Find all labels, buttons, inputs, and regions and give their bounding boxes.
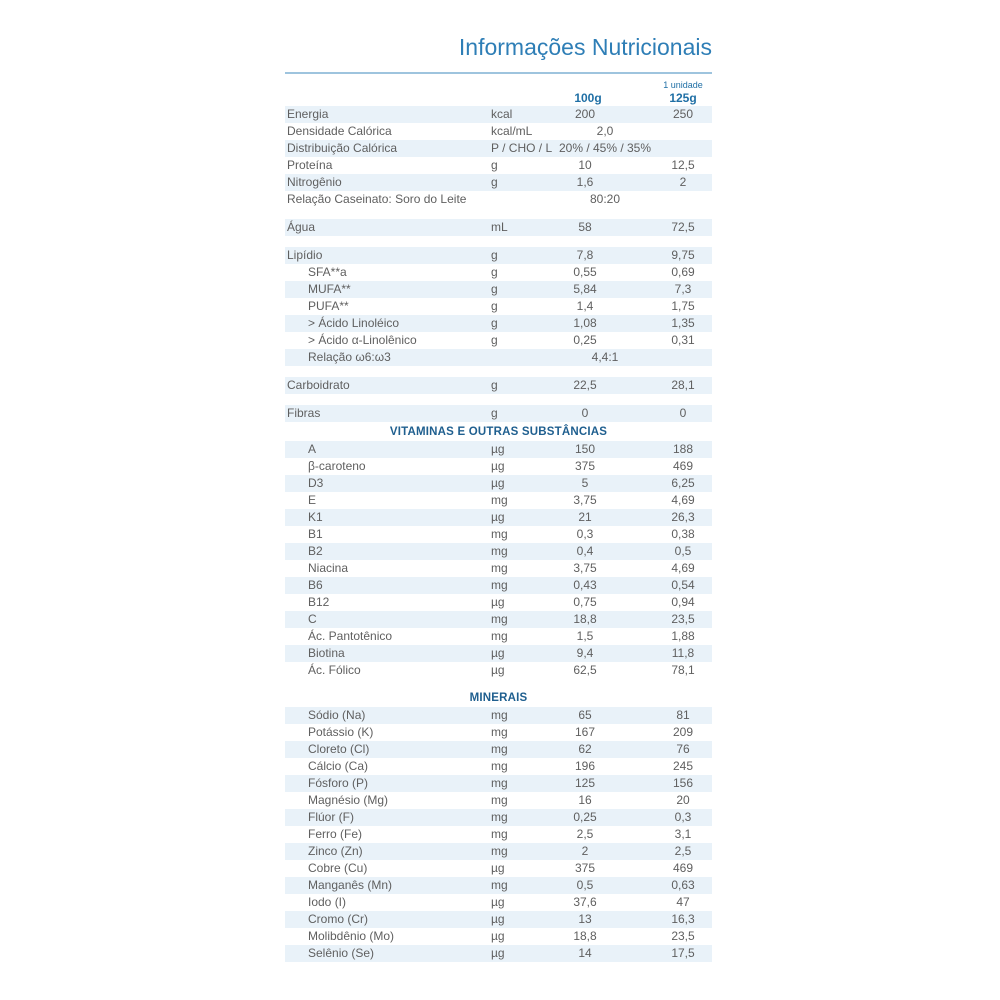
row-unit: mg [491, 793, 508, 807]
row-value-125g: 0,31 [671, 333, 695, 347]
row-unit: mg [491, 612, 508, 626]
row-label: Fibras [287, 406, 321, 420]
row-value-125g: 0,5 [674, 544, 692, 558]
row-unit: mg [491, 629, 508, 643]
row-value-100g: 150 [574, 442, 596, 456]
row-label: Proteína [287, 158, 333, 172]
row-unit: µg [491, 929, 505, 943]
row-value-both: 20% / 45% / 35% [558, 141, 652, 155]
table-row [285, 877, 712, 894]
row-label: Densidade Calórica [287, 124, 392, 138]
table-row [285, 911, 712, 928]
row-label: Ác. Pantotênico [308, 629, 393, 643]
table-row [285, 191, 712, 208]
row-value-100g: 7,8 [576, 248, 594, 262]
row-value-125g: 0,38 [671, 527, 695, 541]
row-unit: mg [491, 844, 508, 858]
row-unit: mg [491, 878, 508, 892]
row-value-125g: 72,5 [671, 220, 695, 234]
row-label: Relação ω6:ω3 [308, 350, 391, 364]
row-unit: µg [491, 861, 505, 875]
section-heading-vitamins: VITAMINAS E OUTRAS SUBSTÂNCIAS [389, 426, 608, 438]
row-value-125g: 17,5 [671, 946, 695, 960]
row-label: Iodo (I) [308, 895, 347, 909]
row-value-125g: 1,88 [671, 629, 695, 643]
row-unit: µg [491, 595, 505, 609]
row-value-both: 2,0 [596, 124, 614, 138]
row-value-125g: 23,5 [671, 929, 695, 943]
row-value-125g: 469 [672, 861, 694, 875]
row-label: Potássio (K) [308, 725, 374, 739]
table-row [285, 594, 712, 611]
row-unit: mg [491, 742, 508, 756]
row-value-100g: 37,6 [573, 895, 597, 909]
table-row [285, 405, 712, 422]
page-title: Informações Nutricionais [458, 34, 712, 60]
row-value-100g: 0,43 [573, 578, 597, 592]
row-value-125g: 81 [676, 708, 690, 722]
row-unit: g [491, 282, 498, 296]
table-row [285, 826, 712, 843]
row-unit: g [491, 248, 498, 262]
row-label: Magnésio (Mg) [308, 793, 389, 807]
row-label: B12 [308, 595, 330, 609]
table-row [285, 707, 712, 724]
row-label: A [308, 442, 317, 456]
row-unit: g [491, 406, 498, 420]
row-value-125g: 7,3 [674, 282, 692, 296]
table-row [285, 645, 712, 662]
row-value-125g: 245 [672, 759, 694, 773]
row-value-100g: 1,4 [576, 299, 594, 313]
row-unit: mg [491, 578, 508, 592]
row-unit: µg [491, 510, 505, 524]
row-value-100g: 14 [578, 946, 592, 960]
row-unit: mg [491, 810, 508, 824]
row-label: Fósforo (P) [308, 776, 369, 790]
row-value-125g: 9,75 [671, 248, 695, 262]
column-header-125g: 125g [669, 91, 697, 105]
row-label: Manganês (Mn) [308, 878, 393, 892]
table-row [285, 741, 712, 758]
table-row [285, 106, 712, 123]
row-value-125g: 23,5 [671, 612, 695, 626]
row-label: Água [287, 220, 316, 234]
row-value-125g: 0,69 [671, 265, 695, 279]
row-value-100g: 0,75 [573, 595, 597, 609]
row-label: β-caroteno [308, 459, 366, 473]
table-row [285, 475, 712, 492]
row-value-100g: 0,5 [576, 878, 594, 892]
row-unit: g [491, 316, 498, 330]
row-value-100g: 18,8 [573, 929, 597, 943]
row-unit: µg [491, 895, 505, 909]
row-value-125g: 0,94 [671, 595, 695, 609]
row-unit: µg [491, 646, 505, 660]
row-value-125g: 0,3 [674, 810, 692, 824]
row-value-100g: 3,75 [573, 561, 597, 575]
row-label: Flúor (F) [308, 810, 354, 824]
row-label: Ferro (Fe) [308, 827, 362, 841]
row-unit: g [491, 175, 498, 189]
row-value-100g: 0 [581, 406, 589, 420]
row-value-100g: 65 [578, 708, 592, 722]
row-unit: µg [491, 663, 505, 677]
row-value-100g: 0,4 [576, 544, 594, 558]
row-unit: mg [491, 759, 508, 773]
row-value-100g: 10 [578, 158, 592, 172]
row-value-100g: 1,08 [573, 316, 597, 330]
row-value-125g: 47 [676, 895, 690, 909]
row-label: > Ácido Linoléico [308, 316, 400, 330]
row-value-125g: 1,35 [671, 316, 695, 330]
row-unit: kcal [491, 107, 513, 121]
row-label: B6 [308, 578, 323, 592]
row-value-125g: 156 [672, 776, 694, 790]
row-label: Energia [287, 107, 329, 121]
row-value-100g: 9,4 [576, 646, 594, 660]
row-unit: µg [491, 459, 505, 473]
table-row [285, 298, 712, 315]
row-unit: mg [491, 725, 508, 739]
row-value-100g: 13 [578, 912, 592, 926]
row-label: K1 [308, 510, 323, 524]
row-label: Cálcio (Ca) [308, 759, 369, 773]
row-value-100g: 375 [574, 861, 596, 875]
row-unit: mL [491, 220, 508, 234]
table-row [285, 611, 712, 628]
table-row [285, 724, 712, 741]
table-row [285, 140, 712, 157]
row-value-100g: 5 [581, 476, 589, 490]
row-value-100g: 58 [578, 220, 592, 234]
row-label: Zinco (Zn) [308, 844, 363, 858]
row-value-100g: 18,8 [573, 612, 597, 626]
row-unit: g [491, 158, 498, 172]
row-value-100g: 1,6 [576, 175, 594, 189]
row-value-100g: 2 [581, 844, 589, 858]
row-value-125g: 16,3 [671, 912, 695, 926]
row-unit: kcal/mL [491, 124, 533, 138]
table-row [285, 526, 712, 543]
row-value-125g: 20 [676, 793, 690, 807]
row-value-125g: 28,1 [671, 378, 695, 392]
table-row [285, 458, 712, 475]
table-row [285, 492, 712, 509]
column-header-100g: 100g [574, 91, 602, 105]
row-label: Relação Caseinato: Soro do Leite [287, 192, 467, 206]
table-row [285, 377, 712, 394]
table-row [285, 843, 712, 860]
row-value-both: 80:20 [589, 192, 621, 206]
table-row [285, 928, 712, 945]
row-value-125g: 0,63 [671, 878, 695, 892]
row-value-125g: 3,1 [674, 827, 692, 841]
row-unit: P / CHO / L [491, 141, 553, 155]
row-value-both: 4,4:1 [591, 350, 619, 364]
row-label: Lipídio [287, 248, 323, 262]
title-divider [285, 72, 712, 74]
row-label: > Ácido α-Linolênico [308, 333, 417, 347]
table-row [285, 349, 712, 366]
row-unit: g [491, 299, 498, 313]
row-value-100g: 167 [574, 725, 596, 739]
row-value-125g: 4,69 [671, 561, 695, 575]
row-value-125g: 11,8 [671, 646, 695, 660]
row-unit: g [491, 378, 498, 392]
table-row [285, 860, 712, 877]
row-unit: mg [491, 544, 508, 558]
row-label: D3 [308, 476, 324, 490]
row-unit: µg [491, 442, 505, 456]
row-value-100g: 0,55 [573, 265, 597, 279]
row-value-100g: 3,75 [573, 493, 597, 507]
table-row [285, 123, 712, 140]
row-label: Niacina [308, 561, 349, 575]
row-value-100g: 62 [578, 742, 592, 756]
table-row [285, 560, 712, 577]
row-value-100g: 21 [578, 510, 592, 524]
section-heading-minerals: MINERAIS [469, 692, 528, 704]
row-value-100g: 22,5 [573, 378, 597, 392]
table-row [285, 775, 712, 792]
row-value-125g: 188 [672, 442, 694, 456]
row-value-100g: 5,84 [573, 282, 597, 296]
table-row [285, 809, 712, 826]
row-value-125g: 469 [672, 459, 694, 473]
row-value-125g: 250 [672, 107, 694, 121]
row-value-125g: 1,75 [671, 299, 695, 313]
row-label: B1 [308, 527, 323, 541]
row-label: Selênio (Se) [308, 946, 375, 960]
row-label: Distribuição Calórica [287, 141, 398, 155]
row-label: PUFA** [308, 299, 349, 313]
row-value-125g: 76 [676, 742, 690, 756]
row-value-100g: 16 [578, 793, 592, 807]
row-value-100g: 125 [574, 776, 596, 790]
row-unit: mg [491, 527, 508, 541]
table-row [285, 945, 712, 962]
row-value-125g: 4,69 [671, 493, 695, 507]
table-row [285, 219, 712, 236]
table-row [285, 662, 712, 679]
row-label: Ác. Fólico [308, 663, 361, 677]
row-label: Cobre (Cu) [308, 861, 368, 875]
row-unit: µg [491, 912, 505, 926]
row-unit: mg [491, 561, 508, 575]
row-label: Biotina [308, 646, 345, 660]
row-unit: mg [491, 493, 508, 507]
row-value-100g: 62,5 [573, 663, 597, 677]
row-value-125g: 0,54 [671, 578, 695, 592]
row-label: B2 [308, 544, 323, 558]
row-label: E [308, 493, 317, 507]
row-label: Cromo (Cr) [308, 912, 368, 926]
table-row [285, 315, 712, 332]
row-value-100g: 196 [574, 759, 596, 773]
table-row [285, 894, 712, 911]
row-value-125g: 2 [679, 175, 687, 189]
column-header-unit-note: 1 unidade [663, 80, 703, 90]
row-unit: g [491, 265, 498, 279]
row-label: C [308, 612, 317, 626]
table-row [285, 174, 712, 191]
row-value-125g: 12,5 [671, 158, 695, 172]
row-value-125g: 26,3 [671, 510, 695, 524]
table-row [285, 509, 712, 526]
table-row [285, 264, 712, 281]
row-value-125g: 2,5 [674, 844, 692, 858]
row-unit: mg [491, 776, 508, 790]
row-label: Molibdênio (Mo) [308, 929, 395, 943]
table-row [285, 577, 712, 594]
table-row [285, 792, 712, 809]
row-value-125g: 209 [672, 725, 694, 739]
row-unit: g [491, 333, 498, 347]
table-row [285, 758, 712, 775]
row-label: Nitrogênio [287, 175, 342, 189]
row-value-100g: 1,5 [576, 629, 594, 643]
row-value-125g: 6,25 [671, 476, 695, 490]
table-row [285, 157, 712, 174]
row-value-100g: 375 [574, 459, 596, 473]
table-row [285, 332, 712, 349]
row-unit: µg [491, 476, 505, 490]
row-label: Sódio (Na) [308, 708, 366, 722]
row-unit: mg [491, 827, 508, 841]
row-label: SFA**a [308, 265, 347, 279]
row-unit: mg [491, 708, 508, 722]
row-value-125g: 0 [679, 406, 687, 420]
row-value-125g: 78,1 [671, 663, 695, 677]
row-label: MUFA** [308, 282, 351, 296]
table-row [285, 247, 712, 264]
row-value-100g: 0,25 [573, 810, 597, 824]
row-value-100g: 2,5 [576, 827, 594, 841]
row-label: Carboidrato [287, 378, 350, 392]
table-row [285, 543, 712, 560]
row-label: Cloreto (Cl) [308, 742, 370, 756]
row-value-100g: 0,3 [576, 527, 594, 541]
row-value-100g: 0,25 [573, 333, 597, 347]
row-unit: µg [491, 946, 505, 960]
row-value-100g: 200 [574, 107, 596, 121]
table-row [285, 281, 712, 298]
table-row [285, 441, 712, 458]
table-row [285, 628, 712, 645]
